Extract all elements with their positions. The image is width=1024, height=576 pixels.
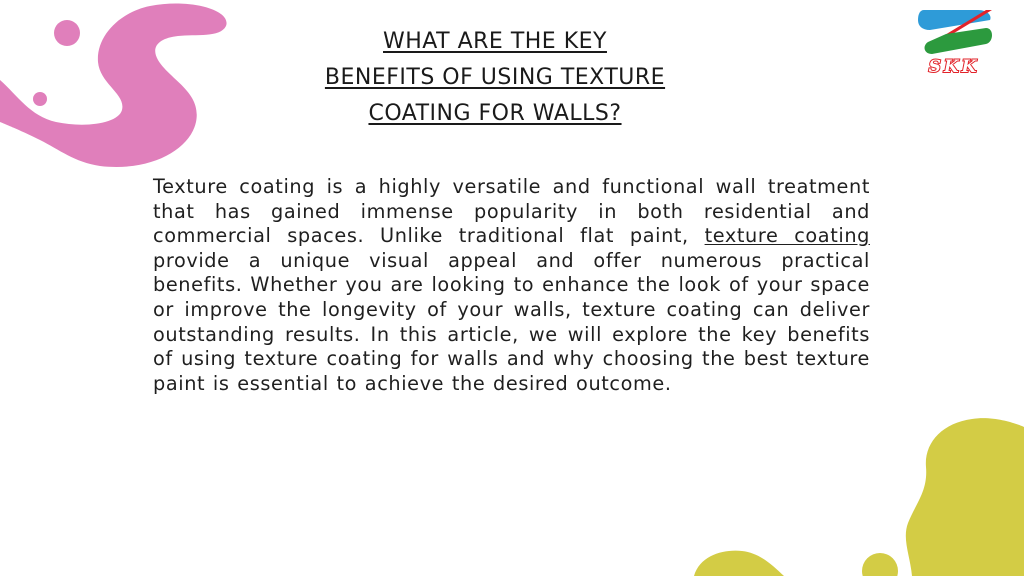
texture-coating-link[interactable]: texture coating bbox=[704, 224, 870, 248]
intro-paragraph bbox=[153, 175, 870, 396]
title-line-1: WHAT ARE THE KEY bbox=[383, 29, 607, 54]
pink-blob-decoration bbox=[0, 0, 240, 180]
title-line-2: BENEFITS OF USING TEXTURE bbox=[324, 65, 666, 90]
logo-wordmark: SKK bbox=[928, 57, 980, 77]
title-line-3: COATING FOR WALLS? bbox=[368, 101, 622, 126]
paragraph-text-start: Texture coating is a highly versatile and functional wall treatment that has gained immense popularity in both residential and commercial spaces. Unlike traditional flat paint, bbox=[153, 175, 870, 248]
skk-logo bbox=[916, 8, 996, 80]
paragraph-text-end: provide a unique visual appeal and offer numerous practical benefits. Whether you are looking to enhance the look of your space or improve the longevity of your walls, texture coating can deliver outstanding results. In this article, we will explore the key benefits of using texture coating for walls and why choosing the best texture paint is essential to achieve the desired outcome. bbox=[153, 248, 870, 395]
yellow-blob-decoration bbox=[680, 415, 1024, 576]
logo-mark-icon bbox=[916, 8, 996, 58]
page-title bbox=[240, 24, 750, 132]
